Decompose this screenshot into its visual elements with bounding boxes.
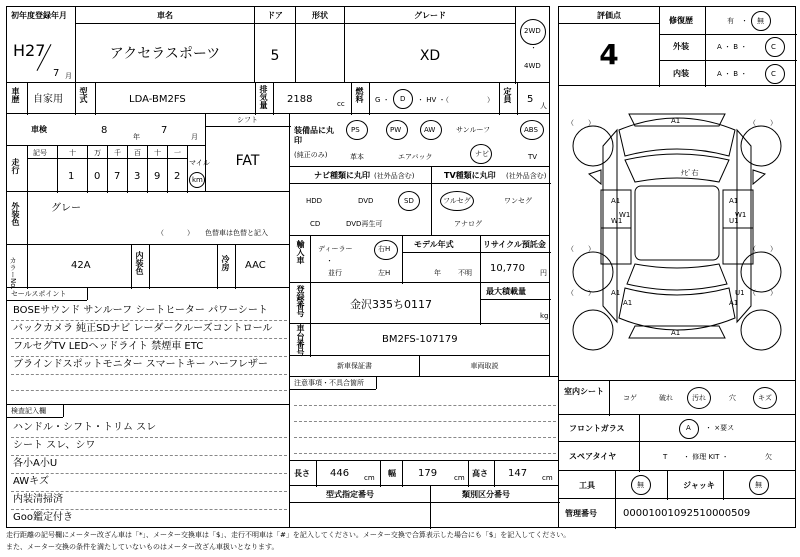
chassis-value: BM2FS-107179 bbox=[382, 334, 458, 345]
chassis-label: 車台番号 bbox=[296, 324, 305, 356]
reg-month-unit: 月 bbox=[65, 72, 72, 80]
displacement-label: 排気量 bbox=[259, 85, 268, 109]
recycle-value: 10,770 bbox=[490, 263, 525, 274]
digit-value: 9 bbox=[154, 171, 161, 182]
equip-navi: ナビ bbox=[475, 150, 489, 158]
equip-aw: AW bbox=[424, 126, 436, 134]
shape-label: 形状 bbox=[312, 11, 328, 20]
tools-cell bbox=[558, 470, 796, 499]
grade-label: グレード bbox=[414, 11, 446, 20]
car-diagram-cell bbox=[558, 85, 796, 381]
exterior-color-value: グレー bbox=[51, 203, 81, 214]
sheet-scratch: キズ bbox=[758, 394, 772, 402]
equip-ps: PS bbox=[351, 126, 360, 134]
damage-mark: A1 bbox=[729, 197, 739, 205]
capacity-label: 定員 bbox=[503, 87, 512, 103]
color-change-note: 色替車は色替と記入 bbox=[205, 229, 268, 237]
fuel-hv: ・ HV ・（ bbox=[417, 96, 450, 104]
navi-dvd: DVD bbox=[358, 197, 374, 205]
color-no-value: 42A bbox=[71, 260, 91, 271]
tv-type-cell bbox=[431, 166, 550, 236]
windshield-outline bbox=[625, 154, 729, 182]
notes-cell bbox=[289, 376, 559, 461]
reg-year-cell bbox=[6, 6, 76, 83]
digit-value: 3 bbox=[134, 171, 141, 182]
inspection-year-unit: 年 bbox=[133, 133, 140, 141]
interior-sheet-label: 室内シート bbox=[564, 387, 604, 396]
spare-none: 欠 bbox=[765, 453, 772, 461]
inspector-line: AWキズ bbox=[13, 476, 49, 487]
tv-type-label: TV種類に丸印 bbox=[444, 171, 496, 180]
spare-kit: ・ 修理 KIT ・ bbox=[683, 453, 729, 461]
inspector-line: シート スレ、シワ bbox=[13, 440, 96, 451]
car-name-cell bbox=[75, 6, 255, 83]
sales-points-cell bbox=[6, 287, 290, 405]
interior-grade-abc: A ・ B ・ bbox=[717, 70, 748, 78]
aircon-label: 冷房 bbox=[221, 255, 230, 271]
inspection-month-unit: 月 bbox=[191, 133, 198, 141]
width-value: 179 bbox=[418, 468, 438, 479]
mgmt-value: 00001001092510000509 bbox=[623, 508, 751, 519]
windshield-cell bbox=[558, 414, 796, 442]
repair-none: 無 bbox=[757, 17, 764, 25]
digit-value: 0 bbox=[94, 171, 101, 182]
score-value: 4 bbox=[599, 38, 619, 71]
shift-cell bbox=[205, 113, 290, 192]
navi-cd: CD bbox=[310, 220, 321, 228]
damage-mark: A1 bbox=[611, 289, 621, 297]
door-cell bbox=[254, 6, 296, 83]
inspection-year: 8 bbox=[101, 125, 108, 136]
trunk-outline bbox=[619, 288, 735, 330]
manual-cell bbox=[419, 355, 550, 377]
cc-unit: cc bbox=[337, 100, 345, 108]
equipment-label: 装備品に丸印 bbox=[294, 126, 334, 145]
inspector-line: ハンドル・シフト・トリム スレ bbox=[13, 422, 157, 433]
rear-right-wheel bbox=[741, 252, 781, 292]
tv-fullseg: フルセグ bbox=[443, 197, 471, 205]
damage-mark: A1 bbox=[611, 197, 621, 205]
inspector-notes-cell bbox=[6, 404, 290, 528]
sign-label: 記号 bbox=[33, 149, 47, 157]
eval-label: 評価点 bbox=[597, 11, 621, 20]
model-year-unit: 年 bbox=[434, 269, 441, 277]
sheet-stain: 汚れ bbox=[692, 394, 706, 402]
width-unit: cm bbox=[454, 474, 465, 482]
inspector-label: 検査記入欄 bbox=[11, 407, 46, 415]
grade-value: XD bbox=[419, 48, 441, 64]
inspector-line: 各小A小U bbox=[13, 458, 58, 469]
capacity-value: 5 bbox=[527, 94, 534, 105]
drive-dot: ・ bbox=[530, 44, 537, 52]
usage-row bbox=[6, 82, 550, 114]
drive-4wd: 4WD bbox=[524, 62, 541, 70]
shape-cell bbox=[295, 6, 345, 83]
fuel-d: D bbox=[400, 95, 406, 103]
damage-mark: A1 bbox=[623, 299, 633, 307]
reg-year-label: 初年度登録年月 bbox=[11, 11, 67, 20]
digit-label: 万 bbox=[94, 149, 101, 157]
length-label: 長さ bbox=[294, 469, 310, 478]
interior-grade-c: C bbox=[771, 70, 776, 78]
wheel-paren: （ ） bbox=[749, 245, 777, 253]
shift-value: FAT bbox=[235, 153, 260, 169]
fuel-label: 燃料 bbox=[355, 87, 364, 103]
damage-mark: A1 bbox=[671, 117, 681, 125]
rear-left-wheel bbox=[573, 252, 613, 292]
footer-note-2: また、メーター交換の条件を満たしていないものはメーター改ざん車扱いとなります。 bbox=[6, 543, 279, 551]
length-value: 446 bbox=[330, 468, 350, 479]
displacement-value: 2188 bbox=[287, 94, 313, 105]
damage-mark: U1 bbox=[729, 217, 739, 225]
equip-tv: TV bbox=[528, 153, 538, 161]
car-manual: 車両取説 bbox=[470, 362, 499, 370]
mileage-label: 走行 bbox=[11, 158, 20, 174]
interior-color-label: 内装色 bbox=[135, 251, 144, 275]
inspector-line: Goo鑑定付き bbox=[13, 512, 73, 523]
tv-type-sub: (社外品含む) bbox=[506, 172, 547, 180]
navi-sd: SD bbox=[404, 197, 414, 205]
interior-grade-label: 内装 bbox=[673, 69, 689, 78]
usage-value: 自家用 bbox=[33, 94, 63, 105]
sheet-hole: 穴 bbox=[729, 394, 736, 402]
right-mirror bbox=[753, 170, 765, 184]
sheet-burn: コゲ bbox=[623, 394, 637, 402]
width-label: 幅 bbox=[388, 469, 396, 478]
windshield-rest: ・ ×要ス bbox=[705, 424, 735, 432]
person-unit: 人 bbox=[540, 102, 547, 110]
spare-wheel-right bbox=[741, 310, 781, 350]
model-label: 型式 bbox=[79, 87, 88, 103]
sales-point-line: BOSEサウンド サンルーフ シートヒーター パワーシート bbox=[13, 305, 268, 316]
wheel-paren: （ ） bbox=[567, 245, 595, 253]
digit-value: 1 bbox=[68, 171, 75, 182]
aircon-value: AAC bbox=[245, 260, 266, 271]
exterior-grade-label: 外装 bbox=[673, 42, 689, 51]
import-parallel: 並行 bbox=[328, 269, 342, 277]
repair-dot: ・ bbox=[741, 17, 748, 25]
equipment-sub: (純正のみ) bbox=[294, 151, 328, 159]
digit-label: 十 bbox=[154, 149, 161, 157]
equip-leather: 革本 bbox=[350, 153, 364, 161]
chassis-cell bbox=[289, 323, 550, 356]
type-number-cell bbox=[289, 485, 559, 528]
sales-points-label: セールスポイント bbox=[11, 290, 67, 298]
spare-wheel-left bbox=[573, 310, 613, 350]
rear-window-outline bbox=[627, 264, 727, 290]
left-rear-door bbox=[601, 228, 631, 264]
wheel-paren: （ ） bbox=[749, 119, 777, 127]
digit-label: 百 bbox=[134, 149, 141, 157]
navi-right-mark: ﾅﾋﾞ右 bbox=[681, 169, 699, 177]
kg-unit: kg bbox=[540, 312, 549, 320]
category-label: 類別区分番号 bbox=[462, 490, 510, 499]
tv-analog: アナログ bbox=[454, 220, 482, 228]
car-name: アクセラスポーツ bbox=[109, 46, 221, 62]
grade-cell bbox=[344, 6, 550, 83]
paren-close: ） bbox=[187, 229, 194, 237]
sales-point-line: ブラインドスポットモニター スマートキー ハーフレザー bbox=[13, 359, 268, 370]
type-designation-label: 型式指定番号 bbox=[326, 490, 374, 499]
tools-value: 無 bbox=[637, 481, 644, 489]
damage-mark: U1 bbox=[735, 289, 745, 297]
door-count: 5 bbox=[270, 48, 280, 64]
sales-point-line: フルセグTV LEDヘッドライト 禁煙車 ETC bbox=[13, 341, 204, 352]
inspection-month: 7 bbox=[161, 125, 168, 136]
mileage-cell bbox=[6, 145, 210, 192]
import-dealer: ディーラー bbox=[318, 245, 353, 253]
equip-abs: ABS bbox=[524, 126, 538, 134]
damage-mark: W1 bbox=[619, 211, 631, 219]
repair-label: 修復歴 bbox=[669, 16, 693, 25]
damage-mark: A1 bbox=[671, 329, 681, 337]
sheet-tear: 破れ bbox=[659, 394, 673, 402]
spare-label: スペアタイヤ bbox=[569, 452, 617, 461]
roof-outline bbox=[635, 186, 719, 260]
color-no-label: カラーNo. bbox=[9, 257, 17, 290]
wheel-paren: （ ） bbox=[567, 289, 595, 297]
paren-open: （ bbox=[157, 229, 164, 237]
registration-cell bbox=[289, 282, 550, 324]
digit-label: 十 bbox=[69, 149, 76, 157]
equip-sunroof: サンルーフ bbox=[456, 126, 491, 134]
max-load-label: 最大積載量 bbox=[486, 287, 526, 296]
spare-t: T bbox=[663, 453, 668, 461]
spare-tire-cell bbox=[558, 441, 796, 471]
height-value: 147 bbox=[508, 468, 528, 479]
front-left-wheel bbox=[573, 126, 613, 166]
new-car-warranty: 新車保証書 bbox=[337, 362, 372, 370]
jack-label: ジャッキ bbox=[683, 481, 715, 490]
usage-label: 車歴 bbox=[11, 87, 20, 103]
score-cell bbox=[558, 6, 796, 86]
equipment-cell bbox=[289, 113, 550, 167]
door-label: ドア bbox=[267, 11, 283, 20]
exterior-label: 外装色 bbox=[11, 202, 20, 226]
windshield-a: A bbox=[686, 424, 691, 432]
navi-type-cell bbox=[289, 166, 432, 236]
inspector-line: 内装清掃済 bbox=[13, 494, 63, 505]
exterior-grade-abc: A ・ B ・ bbox=[717, 43, 748, 51]
import-right: 右H bbox=[378, 245, 391, 253]
sales-point-line: バックカメラ 純正SDナビ レーダークルーズコントロール bbox=[13, 323, 273, 334]
navi-hdd: HDD bbox=[306, 197, 323, 205]
recycle-label: リサイクル預託金 bbox=[483, 240, 546, 249]
damage-mark: W1 bbox=[735, 211, 747, 219]
drive-2wd: 2WD bbox=[524, 27, 541, 35]
tv-oneseg: ワンセグ bbox=[504, 197, 532, 205]
length-unit: cm bbox=[364, 474, 375, 482]
registration-label: 登録番号 bbox=[296, 285, 305, 317]
tools-label: 工具 bbox=[579, 481, 595, 490]
inspection-label: 車検 bbox=[31, 125, 47, 134]
front-right-wheel bbox=[741, 126, 781, 166]
model-year-label: モデル年式 bbox=[414, 240, 454, 249]
car-name-label: 車名 bbox=[157, 11, 173, 20]
exterior-color-cell bbox=[6, 191, 290, 245]
management-number-cell bbox=[558, 498, 796, 528]
import-left: 左H bbox=[378, 269, 391, 277]
import-dot: ・ bbox=[326, 257, 333, 265]
registration-value: 金沢335ち0117 bbox=[350, 298, 432, 311]
mile-label: マイル bbox=[189, 159, 210, 167]
shift-label: シフト bbox=[237, 116, 258, 124]
jack-value: 無 bbox=[755, 481, 762, 489]
reg-era-year: H27 bbox=[13, 41, 46, 60]
import-cell bbox=[289, 235, 550, 283]
height-unit: cm bbox=[542, 474, 553, 482]
model-value: LDA-BM2FS bbox=[129, 94, 186, 105]
digit-label: 一 bbox=[174, 149, 181, 157]
damage-mark: A1 bbox=[729, 299, 739, 307]
mgmt-label: 管理番号 bbox=[565, 509, 597, 518]
equip-pw: PW bbox=[390, 126, 402, 134]
inspection-cell bbox=[6, 113, 206, 146]
height-label: 高さ bbox=[472, 469, 488, 478]
exterior-grade-c: C bbox=[771, 43, 776, 51]
footer-note-1: 走行距離の記号欄にメーター改ざん車は「*」、メーター交換車は「$」、走行不明車は「#」を記入してください。メーター交換で合算表示した場合にも「$」を記入してください。 bbox=[6, 531, 571, 539]
fuel-paren-close: ） bbox=[487, 96, 494, 104]
left-mirror bbox=[589, 170, 601, 184]
damage-mark: W1 bbox=[611, 217, 623, 225]
digit-value: 2 bbox=[174, 171, 181, 182]
wheel-paren: （ ） bbox=[749, 289, 777, 297]
navi-type-label: ナビ種類に丸印 bbox=[314, 171, 370, 180]
model-year-unknown: 不明 bbox=[458, 269, 472, 277]
digit-label: 千 bbox=[114, 149, 121, 157]
repair-yes: 有 bbox=[727, 17, 734, 25]
warranty-cell bbox=[289, 355, 420, 377]
km-label: km bbox=[192, 176, 203, 184]
dimensions-cell bbox=[289, 460, 559, 486]
color-no-cell bbox=[6, 244, 290, 288]
equip-airbag: エアバック bbox=[398, 153, 433, 161]
wheel-paren: （ ） bbox=[567, 119, 595, 127]
digit-value: 7 bbox=[114, 171, 121, 182]
windshield-label: フロントガラス bbox=[569, 424, 625, 433]
interior-sheet-cell bbox=[558, 380, 796, 415]
import-label: 輸入車 bbox=[296, 240, 305, 264]
yen-unit: 円 bbox=[540, 269, 547, 277]
reg-month: 7 bbox=[53, 68, 60, 79]
fuel-g: G ・ bbox=[375, 96, 390, 104]
navi-type-sub: (社外品含む) bbox=[374, 172, 415, 180]
navi-dvd-playback: DVD再生可 bbox=[346, 220, 383, 228]
notes-label: 注意事項・不具合箇所 bbox=[294, 379, 364, 387]
